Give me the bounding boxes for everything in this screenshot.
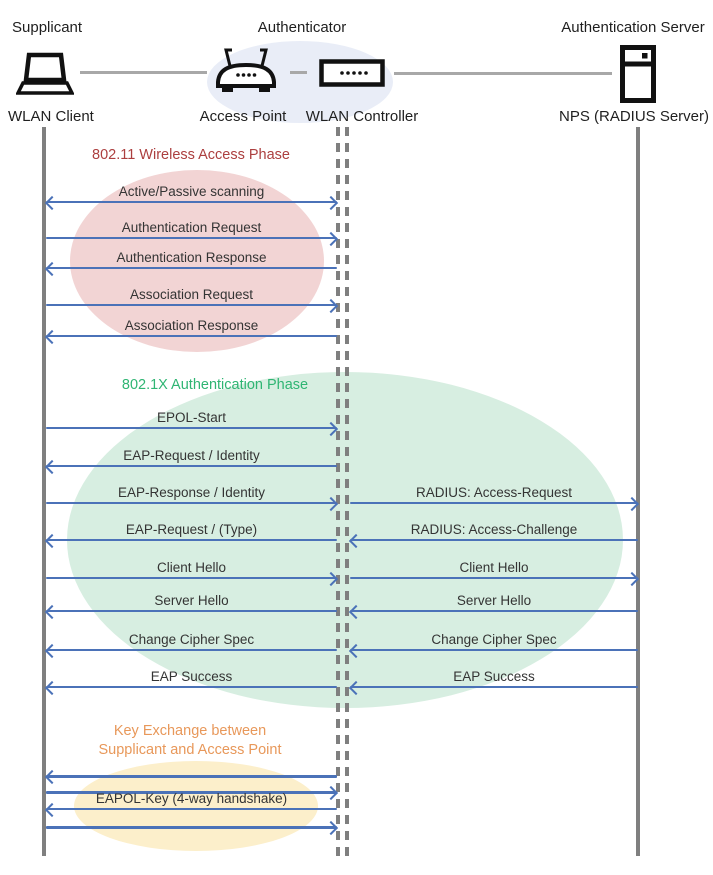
right-arrow: [46, 502, 337, 505]
message-label: EPOL-Start: [156, 410, 227, 425]
message-row: [46, 315, 337, 337]
left-arrow: [46, 686, 337, 689]
left-arrow: [46, 610, 337, 613]
message-label: RADIUS: Access-Challenge: [410, 522, 578, 537]
right-arrow: [350, 577, 638, 580]
message-row: [46, 666, 337, 688]
device-label-wlan-client: WLAN Client: [8, 108, 94, 125]
message-row: [350, 629, 638, 651]
message-label: Client Hello: [459, 560, 529, 575]
double-arrow: [46, 201, 337, 204]
message-label: EAP-Request / Identity: [123, 448, 260, 463]
left-arrow: [46, 539, 337, 542]
access-point-icon: [214, 46, 278, 103]
right-arrow: [350, 502, 638, 505]
message-row: [350, 482, 638, 504]
message-label: Authentication Response: [116, 250, 267, 265]
phase-title-key-exchange: [70, 722, 310, 760]
message-label: Active/Passive scanning: [118, 184, 265, 199]
radius-server-icon: [619, 44, 657, 109]
left-arrow: [46, 267, 337, 270]
message-row: [46, 788, 337, 810]
phase-title-80211: 802.11 Wireless Access Phase: [92, 147, 290, 163]
message-label: Association Request: [129, 287, 254, 302]
phase-title-key-exchange-line1: Key Exchange between: [113, 723, 267, 739]
message-row: [46, 557, 337, 579]
message-label: Change Cipher Spec: [431, 632, 557, 647]
role-label-authenticator: Authenticator: [257, 19, 347, 36]
message-row: [46, 247, 337, 269]
role-label-supplicant: Supplicant: [12, 19, 83, 36]
connector-ap-to-controller: [290, 71, 307, 74]
message-label: Server Hello: [154, 593, 229, 608]
role-label-authentication-server: Authentication Server: [561, 19, 705, 36]
left-arrow: [350, 539, 638, 542]
message-row: [350, 590, 638, 612]
laptop-icon: [16, 52, 74, 103]
message-label: EAP Success: [150, 669, 233, 684]
right-arrow: [46, 427, 337, 430]
message-row: [46, 590, 337, 612]
left-arrow: [350, 686, 638, 689]
left-arrow: [350, 649, 638, 652]
message-row: [46, 445, 337, 467]
message-label: Association Response: [124, 318, 259, 333]
message-row: [46, 284, 337, 306]
message-label: Server Hello: [456, 593, 532, 608]
message-label: Change Cipher Spec: [128, 632, 255, 647]
left-arrow: [46, 465, 337, 468]
left-arrow: [46, 335, 337, 338]
device-label-nps: NPS (RADIUS Server): [558, 108, 710, 125]
handshake-arrow-3-left: [46, 808, 337, 811]
message-row: [350, 557, 638, 579]
left-arrow: [46, 649, 337, 652]
message-row: [46, 629, 337, 651]
left-arrow: [350, 610, 638, 613]
connector-client-to-ap: [80, 71, 207, 74]
message-label: Authentication Request: [121, 220, 262, 235]
phase-title-8021x: 802.1X Authentication Phase: [121, 377, 309, 393]
message-row: [350, 666, 638, 688]
message-label: EAP-Request / (Type): [125, 522, 258, 537]
phase-title-key-exchange-line2: Supplicant and Access Point: [98, 742, 282, 758]
message-row: [46, 482, 337, 504]
right-arrow: [46, 304, 337, 307]
message-label: EAP Success: [453, 669, 535, 684]
message-label: EAPOL-Key (4-way handshake): [95, 791, 288, 806]
handshake-arrow-1-left: [46, 775, 337, 778]
handshake-arrow-4-right: [46, 826, 337, 829]
wlan-controller-icon: [319, 59, 385, 92]
connector-controller-to-server: [394, 72, 612, 75]
message-label: Client Hello: [156, 560, 227, 575]
message-row: [46, 217, 337, 239]
right-arrow: [46, 577, 337, 580]
lifeline-wlan-controller-dashed-2: [345, 127, 349, 856]
message-row: [46, 407, 337, 429]
message-row: [46, 181, 337, 203]
right-arrow: [46, 237, 337, 240]
device-label-wlan-controller: WLAN Controller: [305, 108, 419, 125]
message-label: RADIUS: Access-Request: [415, 485, 573, 500]
message-row: [46, 519, 337, 541]
message-row: [350, 519, 638, 541]
device-label-access-point: Access Point: [199, 108, 287, 125]
message-label: EAP-Response / Identity: [117, 485, 266, 500]
